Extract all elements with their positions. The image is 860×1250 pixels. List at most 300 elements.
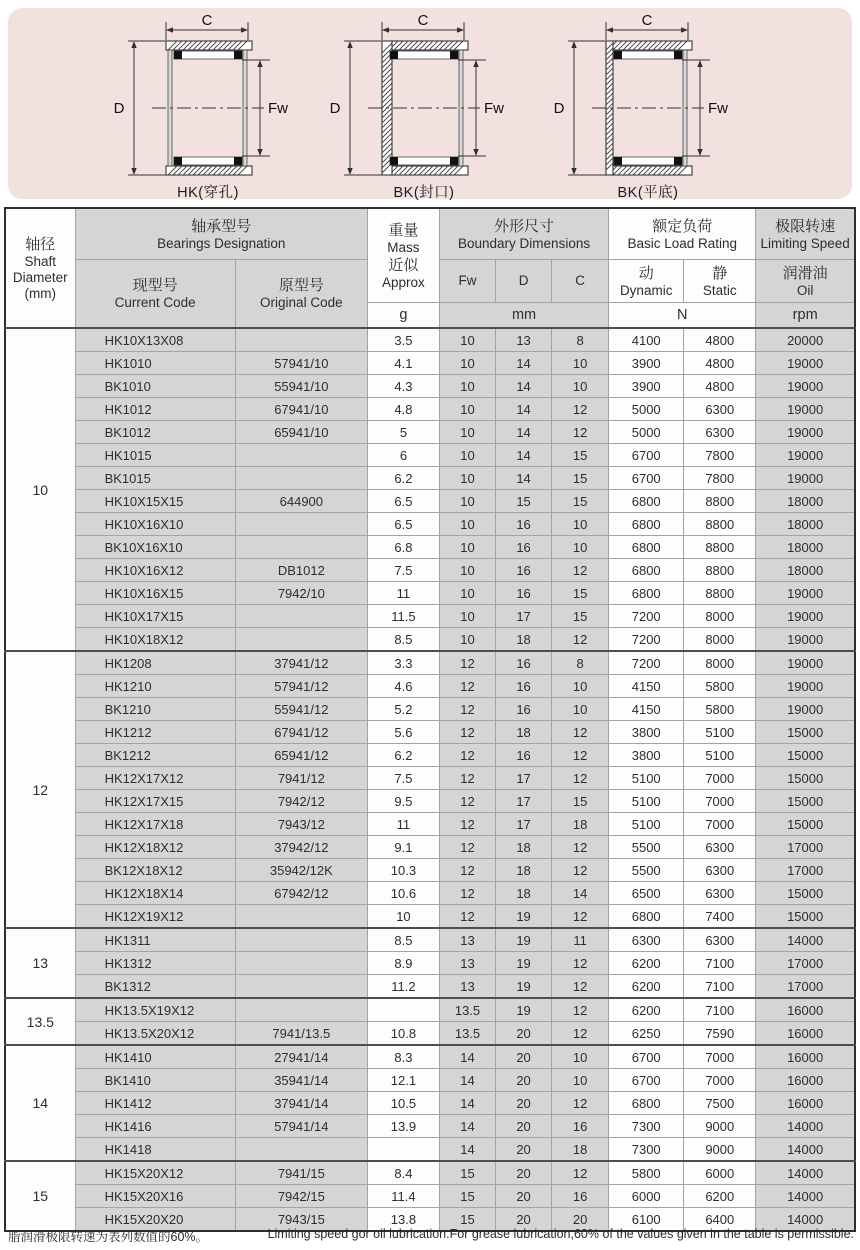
- cell-d: 16: [496, 582, 552, 605]
- header-shaft-diameter: 轴径 Shaft Diameter (mm): [5, 208, 75, 328]
- table-row: [5, 721, 855, 744]
- cell-static: 6300: [684, 421, 756, 444]
- cell-dynamic: 6200: [609, 975, 684, 999]
- cell-oil: 14000: [756, 1161, 855, 1185]
- cell-c: 10: [552, 352, 609, 375]
- cell-c: 12: [552, 1092, 609, 1115]
- cell-static: 5100: [684, 721, 756, 744]
- cell-d: 20: [496, 1092, 552, 1115]
- cell-original: 65941/12: [235, 744, 367, 767]
- cell-c: 10: [552, 675, 609, 698]
- cell-mass: 6.5: [367, 513, 439, 536]
- cell-static: 7000: [684, 790, 756, 813]
- cell-oil: 16000: [756, 998, 855, 1022]
- cell-current: HK1012: [75, 398, 235, 421]
- cell-current: BK12X18X12: [75, 859, 235, 882]
- shaft-diameter-cell: 13.5: [5, 998, 75, 1045]
- cell-d: 20: [496, 1115, 552, 1138]
- cell-current: HK10X16X12: [75, 559, 235, 582]
- cell-static: 8800: [684, 582, 756, 605]
- cell-dynamic: 5500: [609, 836, 684, 859]
- cell-mass: [367, 1138, 439, 1162]
- header-original-code: 原型号 Original Code: [235, 260, 367, 329]
- cell-original: 67941/12: [235, 721, 367, 744]
- cell-oil: 17000: [756, 836, 855, 859]
- cell-mass: 10.6: [367, 882, 439, 905]
- table-row: [5, 813, 855, 836]
- svg-text:Fw: Fw: [484, 100, 504, 117]
- cell-dynamic: 5000: [609, 421, 684, 444]
- cell-fw: 12: [439, 836, 495, 859]
- svg-text:C: C: [641, 13, 653, 29]
- cell-current: HK10X17X15: [75, 605, 235, 628]
- table-row: [5, 1161, 855, 1185]
- cell-dynamic: 6500: [609, 882, 684, 905]
- header-current-code: 现型号 Current Code: [75, 260, 235, 329]
- cell-original: [235, 513, 367, 536]
- header-basic-load-rating: 额定负荷 Basic Load Rating: [609, 208, 756, 260]
- cell-mass: 13.9: [367, 1115, 439, 1138]
- cell-mass: 11.2: [367, 975, 439, 999]
- cell-dynamic: 6800: [609, 536, 684, 559]
- cell-dynamic: 5000: [609, 398, 684, 421]
- cell-static: 7000: [684, 767, 756, 790]
- cell-d: 19: [496, 998, 552, 1022]
- cell-current: HK12X17X12: [75, 767, 235, 790]
- cell-oil: 19000: [756, 605, 855, 628]
- cell-current: BK1015: [75, 467, 235, 490]
- shaft-diameter-cell: 15: [5, 1161, 75, 1231]
- cell-current: HK10X18X12: [75, 628, 235, 652]
- svg-text:D: D: [329, 100, 341, 117]
- cell-static: 9000: [684, 1138, 756, 1162]
- footnote-zh: 脂润滑极限转速为表列数值的60%。: [8, 1230, 209, 1244]
- cell-dynamic: 7300: [609, 1115, 684, 1138]
- cell-mass: 9.5: [367, 790, 439, 813]
- footnote: [8, 1227, 854, 1245]
- table-row: [5, 375, 855, 398]
- cell-mass: 10: [367, 905, 439, 929]
- table-row: [5, 467, 855, 490]
- cell-current: HK12X17X15: [75, 790, 235, 813]
- header-c: C: [552, 260, 609, 303]
- cell-fw: 15: [439, 1185, 495, 1208]
- cell-fw: 10: [439, 444, 495, 467]
- cell-c: 12: [552, 998, 609, 1022]
- cell-oil: 16000: [756, 1092, 855, 1115]
- cell-oil: 18000: [756, 513, 855, 536]
- table-row: [5, 352, 855, 375]
- cell-static: 8000: [684, 605, 756, 628]
- cell-mass: 4.3: [367, 375, 439, 398]
- table-row: [5, 836, 855, 859]
- cell-static: 8000: [684, 651, 756, 675]
- cell-d: 16: [496, 744, 552, 767]
- cell-static: 6000: [684, 1161, 756, 1185]
- cell-original: DB1012: [235, 559, 367, 582]
- table-row: [5, 1069, 855, 1092]
- cell-mass: 6: [367, 444, 439, 467]
- cell-dynamic: 6250: [609, 1022, 684, 1046]
- cell-dynamic: 5100: [609, 813, 684, 836]
- cell-fw: 10: [439, 421, 495, 444]
- cell-fw: 12: [439, 651, 495, 675]
- cell-d: 19: [496, 975, 552, 999]
- cell-fw: 15: [439, 1208, 495, 1232]
- table-row: [5, 536, 855, 559]
- cell-current: HK15X20X12: [75, 1161, 235, 1185]
- cell-static: 4800: [684, 352, 756, 375]
- cell-mass: 8.3: [367, 1045, 439, 1069]
- cell-dynamic: 3900: [609, 375, 684, 398]
- table-row: [5, 767, 855, 790]
- cell-c: 18: [552, 813, 609, 836]
- cell-current: HK10X16X10: [75, 513, 235, 536]
- cell-fw: 13.5: [439, 1022, 495, 1046]
- cell-original: 7941/12: [235, 767, 367, 790]
- cell-c: 8: [552, 328, 609, 352]
- cell-d: 17: [496, 605, 552, 628]
- cell-static: 7100: [684, 998, 756, 1022]
- cell-c: 15: [552, 467, 609, 490]
- cell-oil: 15000: [756, 882, 855, 905]
- cell-oil: 19000: [756, 582, 855, 605]
- cell-current: HK10X13X08: [75, 328, 235, 352]
- cell-current: HK12X18X14: [75, 882, 235, 905]
- cell-dynamic: 5100: [609, 767, 684, 790]
- header-fw: Fw: [439, 260, 495, 303]
- cell-dynamic: 7200: [609, 628, 684, 652]
- cell-d: 16: [496, 559, 552, 582]
- cell-c: 12: [552, 559, 609, 582]
- cell-d: 19: [496, 905, 552, 929]
- header-d: D: [496, 260, 552, 303]
- cell-static: 7500: [684, 1092, 756, 1115]
- cell-dynamic: 4100: [609, 328, 684, 352]
- cell-original: 7943/12: [235, 813, 367, 836]
- cell-original: [235, 998, 367, 1022]
- cell-oil: 15000: [756, 767, 855, 790]
- shaft-diameter-cell: 12: [5, 651, 75, 928]
- cell-mass: 3.5: [367, 328, 439, 352]
- cell-dynamic: 6700: [609, 444, 684, 467]
- cell-oil: 19000: [756, 675, 855, 698]
- cell-current: HK12X17X18: [75, 813, 235, 836]
- cell-original: 7942/15: [235, 1185, 367, 1208]
- cell-d: 14: [496, 398, 552, 421]
- unit-gram: g: [367, 303, 439, 329]
- cell-c: 16: [552, 1115, 609, 1138]
- cell-oil: 19000: [756, 375, 855, 398]
- cell-oil: 15000: [756, 905, 855, 929]
- cell-static: 5800: [684, 675, 756, 698]
- cell-dynamic: 6300: [609, 928, 684, 952]
- cell-current: HK1312: [75, 952, 235, 975]
- cell-current: HK10X16X15: [75, 582, 235, 605]
- cell-oil: 17000: [756, 952, 855, 975]
- cell-fw: 10: [439, 328, 495, 352]
- cell-mass: 4.8: [367, 398, 439, 421]
- cell-static: 6300: [684, 859, 756, 882]
- cell-fw: 12: [439, 790, 495, 813]
- cell-current: HK1311: [75, 928, 235, 952]
- header-static: 静 Static: [684, 260, 756, 303]
- cell-static: 6300: [684, 836, 756, 859]
- cell-d: 18: [496, 882, 552, 905]
- cell-mass: 3.3: [367, 651, 439, 675]
- cell-original: 7941/15: [235, 1161, 367, 1185]
- cell-static: 8800: [684, 490, 756, 513]
- cell-original: 35941/14: [235, 1069, 367, 1092]
- cell-dynamic: 6800: [609, 1092, 684, 1115]
- cell-oil: 18000: [756, 536, 855, 559]
- cell-c: 10: [552, 1045, 609, 1069]
- cell-static: 7800: [684, 467, 756, 490]
- cell-c: 10: [552, 536, 609, 559]
- cell-mass: 10.5: [367, 1092, 439, 1115]
- cell-fw: 13: [439, 952, 495, 975]
- cell-oil: 16000: [756, 1022, 855, 1046]
- svg-text:C: C: [201, 13, 213, 29]
- cell-c: 15: [552, 582, 609, 605]
- header-boundary-dimensions: 外形尺寸 Boundary Dimensions: [439, 208, 608, 260]
- svg-text:Fw: Fw: [708, 100, 728, 117]
- cell-dynamic: 6800: [609, 582, 684, 605]
- cell-oil: 16000: [756, 1069, 855, 1092]
- cell-dynamic: 4150: [609, 675, 684, 698]
- cell-static: 5800: [684, 698, 756, 721]
- cell-current: BK10X16X10: [75, 536, 235, 559]
- cell-current: BK1010: [75, 375, 235, 398]
- svg-text:D: D: [553, 100, 565, 117]
- diagram-label: BK(平底): [617, 185, 679, 201]
- cell-current: HK1210: [75, 675, 235, 698]
- cell-c: 12: [552, 744, 609, 767]
- cell-fw: 13.5: [439, 998, 495, 1022]
- table-row: [5, 513, 855, 536]
- cell-fw: 10: [439, 467, 495, 490]
- cell-oil: 19000: [756, 421, 855, 444]
- cell-oil: 14000: [756, 1185, 855, 1208]
- cell-original: 7941/13.5: [235, 1022, 367, 1046]
- cell-d: 14: [496, 467, 552, 490]
- cell-d: 14: [496, 352, 552, 375]
- cell-original: 7943/15: [235, 1208, 367, 1232]
- cell-original: [235, 628, 367, 652]
- cell-dynamic: 6800: [609, 559, 684, 582]
- cell-static: 8800: [684, 559, 756, 582]
- table-row: [5, 490, 855, 513]
- table-row: [5, 1045, 855, 1069]
- bearing-section-drawing-icon: [548, 13, 748, 183]
- table-row: [5, 975, 855, 999]
- cell-oil: 19000: [756, 698, 855, 721]
- cell-fw: 10: [439, 582, 495, 605]
- cell-dynamic: 7300: [609, 1138, 684, 1162]
- cell-original: 644900: [235, 490, 367, 513]
- svg-text:C: C: [417, 13, 429, 29]
- cell-d: 20: [496, 1045, 552, 1069]
- cell-static: 5100: [684, 744, 756, 767]
- cell-mass: 11: [367, 582, 439, 605]
- cell-c: 12: [552, 767, 609, 790]
- cell-current: BK1012: [75, 421, 235, 444]
- cell-original: 57941/10: [235, 352, 367, 375]
- cell-mass: 5.6: [367, 721, 439, 744]
- table-row: [5, 605, 855, 628]
- cell-c: 12: [552, 398, 609, 421]
- cell-c: 15: [552, 490, 609, 513]
- cell-dynamic: 5100: [609, 790, 684, 813]
- cell-current: BK1312: [75, 975, 235, 999]
- cell-dynamic: 6800: [609, 490, 684, 513]
- cell-mass: 9.1: [367, 836, 439, 859]
- bearing-spec-table: [4, 207, 856, 1232]
- cell-oil: 19000: [756, 352, 855, 375]
- cell-static: 8800: [684, 513, 756, 536]
- cell-c: 16: [552, 1185, 609, 1208]
- table-row: [5, 628, 855, 652]
- cell-fw: 12: [439, 882, 495, 905]
- cell-mass: 7.5: [367, 767, 439, 790]
- cell-c: 12: [552, 975, 609, 999]
- cell-current: BK1212: [75, 744, 235, 767]
- cell-mass: 8.5: [367, 628, 439, 652]
- cell-original: [235, 905, 367, 929]
- cell-fw: 14: [439, 1138, 495, 1162]
- cell-current: HK13.5X19X12: [75, 998, 235, 1022]
- cell-fw: 12: [439, 744, 495, 767]
- cell-oil: 15000: [756, 721, 855, 744]
- cell-mass: 7.5: [367, 559, 439, 582]
- unit-rpm: rpm: [756, 303, 855, 329]
- cell-d: 14: [496, 444, 552, 467]
- cell-oil: 14000: [756, 1208, 855, 1232]
- cell-d: 17: [496, 790, 552, 813]
- cell-oil: 14000: [756, 1138, 855, 1162]
- cell-oil: 15000: [756, 790, 855, 813]
- cell-static: 7000: [684, 813, 756, 836]
- cell-mass: 6.2: [367, 744, 439, 767]
- cell-mass: 6.5: [367, 490, 439, 513]
- cell-current: HK1410: [75, 1045, 235, 1069]
- cell-current: HK13.5X20X12: [75, 1022, 235, 1046]
- cell-oil: 14000: [756, 1115, 855, 1138]
- table-row: [5, 1138, 855, 1162]
- cell-original: [235, 536, 367, 559]
- cell-oil: 17000: [756, 859, 855, 882]
- cell-oil: 15000: [756, 744, 855, 767]
- table-row: [5, 1092, 855, 1115]
- cell-static: 8000: [684, 628, 756, 652]
- cell-current: HK15X20X20: [75, 1208, 235, 1232]
- table-row: [5, 444, 855, 467]
- cell-static: 7100: [684, 952, 756, 975]
- cell-fw: 13: [439, 975, 495, 999]
- cell-c: 12: [552, 1022, 609, 1046]
- cell-original: 57941/14: [235, 1115, 367, 1138]
- cell-original: 55941/10: [235, 375, 367, 398]
- table-row: [5, 328, 855, 352]
- cell-mass: 11: [367, 813, 439, 836]
- cell-oil: 15000: [756, 813, 855, 836]
- cell-c: 10: [552, 375, 609, 398]
- table-row: [5, 998, 855, 1022]
- cell-dynamic: 6000: [609, 1185, 684, 1208]
- cell-mass: 11.4: [367, 1185, 439, 1208]
- cell-mass: 8.4: [367, 1161, 439, 1185]
- cell-c: 12: [552, 859, 609, 882]
- cell-dynamic: 6700: [609, 1069, 684, 1092]
- cell-c: 12: [552, 836, 609, 859]
- cell-original: 65941/10: [235, 421, 367, 444]
- cell-mass: 13.8: [367, 1208, 439, 1232]
- table-body: [5, 328, 855, 1231]
- unit-mm: mm: [439, 303, 608, 329]
- cell-d: 20: [496, 1138, 552, 1162]
- cell-c: 12: [552, 952, 609, 975]
- cell-current: HK12X19X12: [75, 905, 235, 929]
- diagram-label: HK(穿孔): [177, 185, 239, 201]
- table-row: [5, 1115, 855, 1138]
- cell-d: 20: [496, 1022, 552, 1046]
- cell-current: HK1418: [75, 1138, 235, 1162]
- cell-fw: 12: [439, 675, 495, 698]
- cell-current: HK1212: [75, 721, 235, 744]
- cell-mass: 10.3: [367, 859, 439, 882]
- cell-oil: 17000: [756, 975, 855, 999]
- cell-oil: 19000: [756, 444, 855, 467]
- table-row: [5, 421, 855, 444]
- cell-c: 12: [552, 628, 609, 652]
- cell-original: [235, 467, 367, 490]
- cell-mass: 6.8: [367, 536, 439, 559]
- cell-original: [235, 444, 367, 467]
- cell-static: 9000: [684, 1115, 756, 1138]
- table-row: [5, 1185, 855, 1208]
- cell-original: [235, 328, 367, 352]
- bearing-diagram-hk: [108, 13, 308, 202]
- cell-dynamic: 6700: [609, 467, 684, 490]
- cell-fw: 13: [439, 928, 495, 952]
- cell-original: [235, 952, 367, 975]
- header-oil: 润滑油 Oil: [756, 260, 855, 303]
- cell-static: 7100: [684, 975, 756, 999]
- cell-dynamic: 3800: [609, 744, 684, 767]
- cell-mass: 6.2: [367, 467, 439, 490]
- cell-current: HK15X20X16: [75, 1185, 235, 1208]
- cell-static: 7400: [684, 905, 756, 929]
- cell-original: 37941/14: [235, 1092, 367, 1115]
- cell-c: 12: [552, 421, 609, 444]
- cell-c: 18: [552, 1138, 609, 1162]
- cell-d: 18: [496, 628, 552, 652]
- cell-fw: 10: [439, 628, 495, 652]
- cell-mass: 4.6: [367, 675, 439, 698]
- cell-current: HK1015: [75, 444, 235, 467]
- cell-original: 7942/10: [235, 582, 367, 605]
- cell-mass: 12.1: [367, 1069, 439, 1092]
- bearing-spec-table-wrap: [4, 207, 856, 1232]
- cell-fw: 15: [439, 1161, 495, 1185]
- cell-mass: 5: [367, 421, 439, 444]
- cell-fw: 10: [439, 490, 495, 513]
- cell-d: 13: [496, 328, 552, 352]
- cell-fw: 12: [439, 905, 495, 929]
- svg-text:Fw: Fw: [268, 100, 288, 117]
- cell-fw: 10: [439, 559, 495, 582]
- table-row: [5, 398, 855, 421]
